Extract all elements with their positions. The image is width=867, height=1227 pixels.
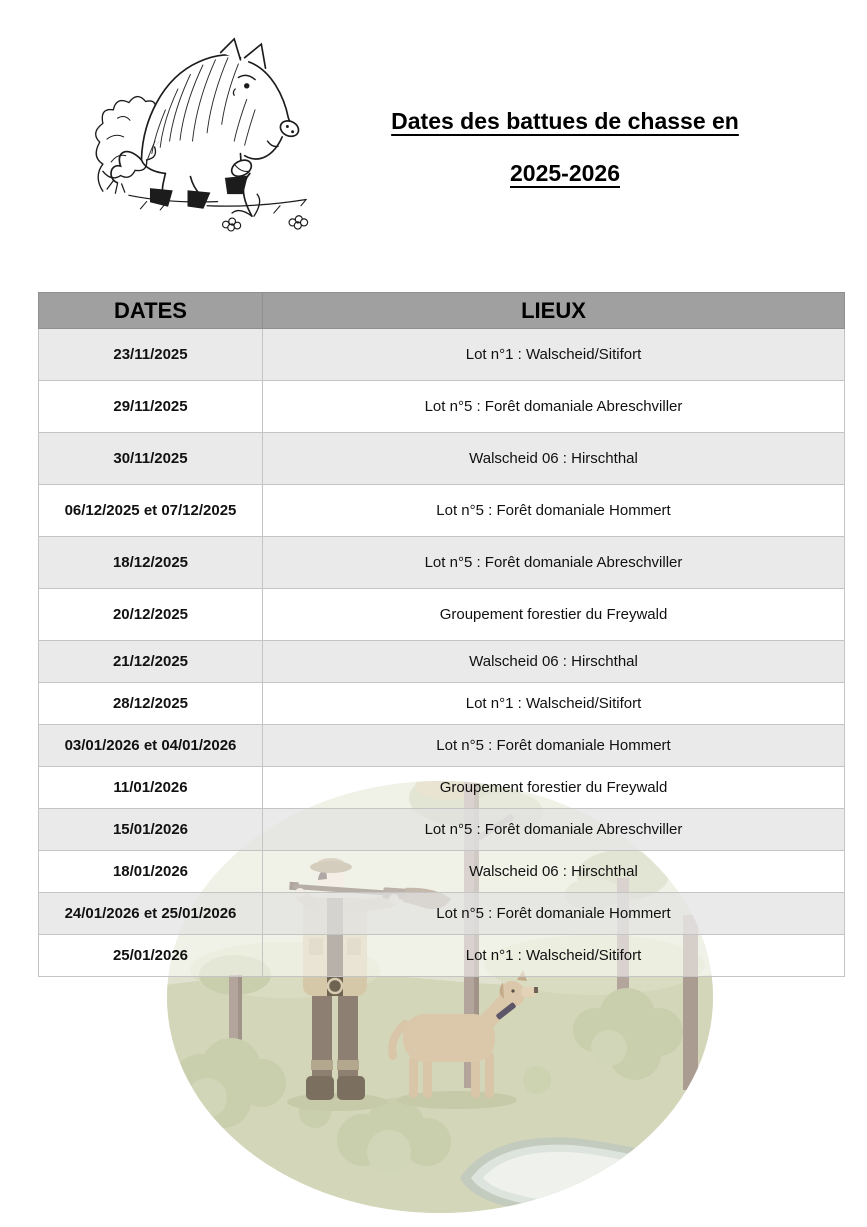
lieu-cell: Lot n°5 : Forêt domaniale Hommert xyxy=(263,485,845,537)
date-cell: 30/11/2025 xyxy=(39,433,263,485)
lieu-cell: Lot n°5 : Forêt domaniale Hommert xyxy=(263,725,845,767)
lieu-cell: Lot n°1 : Walscheid/Sitifort xyxy=(263,935,845,977)
table-row xyxy=(39,641,845,683)
lieu-cell: Walscheid 06 : Hirschthal xyxy=(263,641,845,683)
lieu-cell: Groupement forestier du Freywald xyxy=(263,589,845,641)
date-cell: 24/01/2026 et 25/01/2026 xyxy=(39,893,263,935)
date-cell: 20/12/2025 xyxy=(39,589,263,641)
date-cell: 23/11/2025 xyxy=(39,329,263,381)
table-row xyxy=(39,767,845,809)
date-cell: 11/01/2026 xyxy=(39,767,263,809)
table-header-row xyxy=(39,293,845,329)
lieu-cell: Groupement forestier du Freywald xyxy=(263,767,845,809)
lieu-cell: Lot n°1 : Walscheid/Sitifort xyxy=(263,329,845,381)
date-cell: 18/01/2026 xyxy=(39,851,263,893)
table-row xyxy=(39,433,845,485)
date-cell: 29/11/2025 xyxy=(39,381,263,433)
lieu-cell: Lot n°5 : Forêt domaniale Hommert xyxy=(263,893,845,935)
table-row xyxy=(39,935,845,977)
table-row xyxy=(39,381,845,433)
date-cell: 21/12/2025 xyxy=(39,641,263,683)
table-row xyxy=(39,725,845,767)
column-header-lieux: LIEUX xyxy=(263,293,845,329)
wild-boar-illustration xyxy=(82,36,327,241)
table-row xyxy=(39,537,845,589)
page-title-line-1: Dates des battues de chasse en xyxy=(391,108,739,134)
table-row xyxy=(39,683,845,725)
date-cell: 15/01/2026 xyxy=(39,809,263,851)
page-title-line-2: 2025-2026 xyxy=(510,160,620,186)
table-row xyxy=(39,851,845,893)
table-row xyxy=(39,329,845,381)
column-header-dates: DATES xyxy=(39,293,263,329)
table-row xyxy=(39,485,845,537)
date-cell: 03/01/2026 et 04/01/2026 xyxy=(39,725,263,767)
table-row xyxy=(39,809,845,851)
lieu-cell: Walscheid 06 : Hirschthal xyxy=(263,433,845,485)
table-row xyxy=(39,589,845,641)
date-cell: 25/01/2026 xyxy=(39,935,263,977)
date-cell: 28/12/2025 xyxy=(39,683,263,725)
page-title xyxy=(320,106,810,188)
date-cell: 18/12/2025 xyxy=(39,537,263,589)
hunting-dates-table xyxy=(38,292,845,977)
lieu-cell: Lot n°1 : Walscheid/Sitifort xyxy=(263,683,845,725)
lieu-cell: Lot n°5 : Forêt domaniale Abreschviller xyxy=(263,381,845,433)
lieu-cell: Lot n°5 : Forêt domaniale Abreschviller xyxy=(263,809,845,851)
lieu-cell: Walscheid 06 : Hirschthal xyxy=(263,851,845,893)
table-row xyxy=(39,893,845,935)
lieu-cell: Lot n°5 : Forêt domaniale Abreschviller xyxy=(263,537,845,589)
date-cell: 06/12/2025 et 07/12/2025 xyxy=(39,485,263,537)
